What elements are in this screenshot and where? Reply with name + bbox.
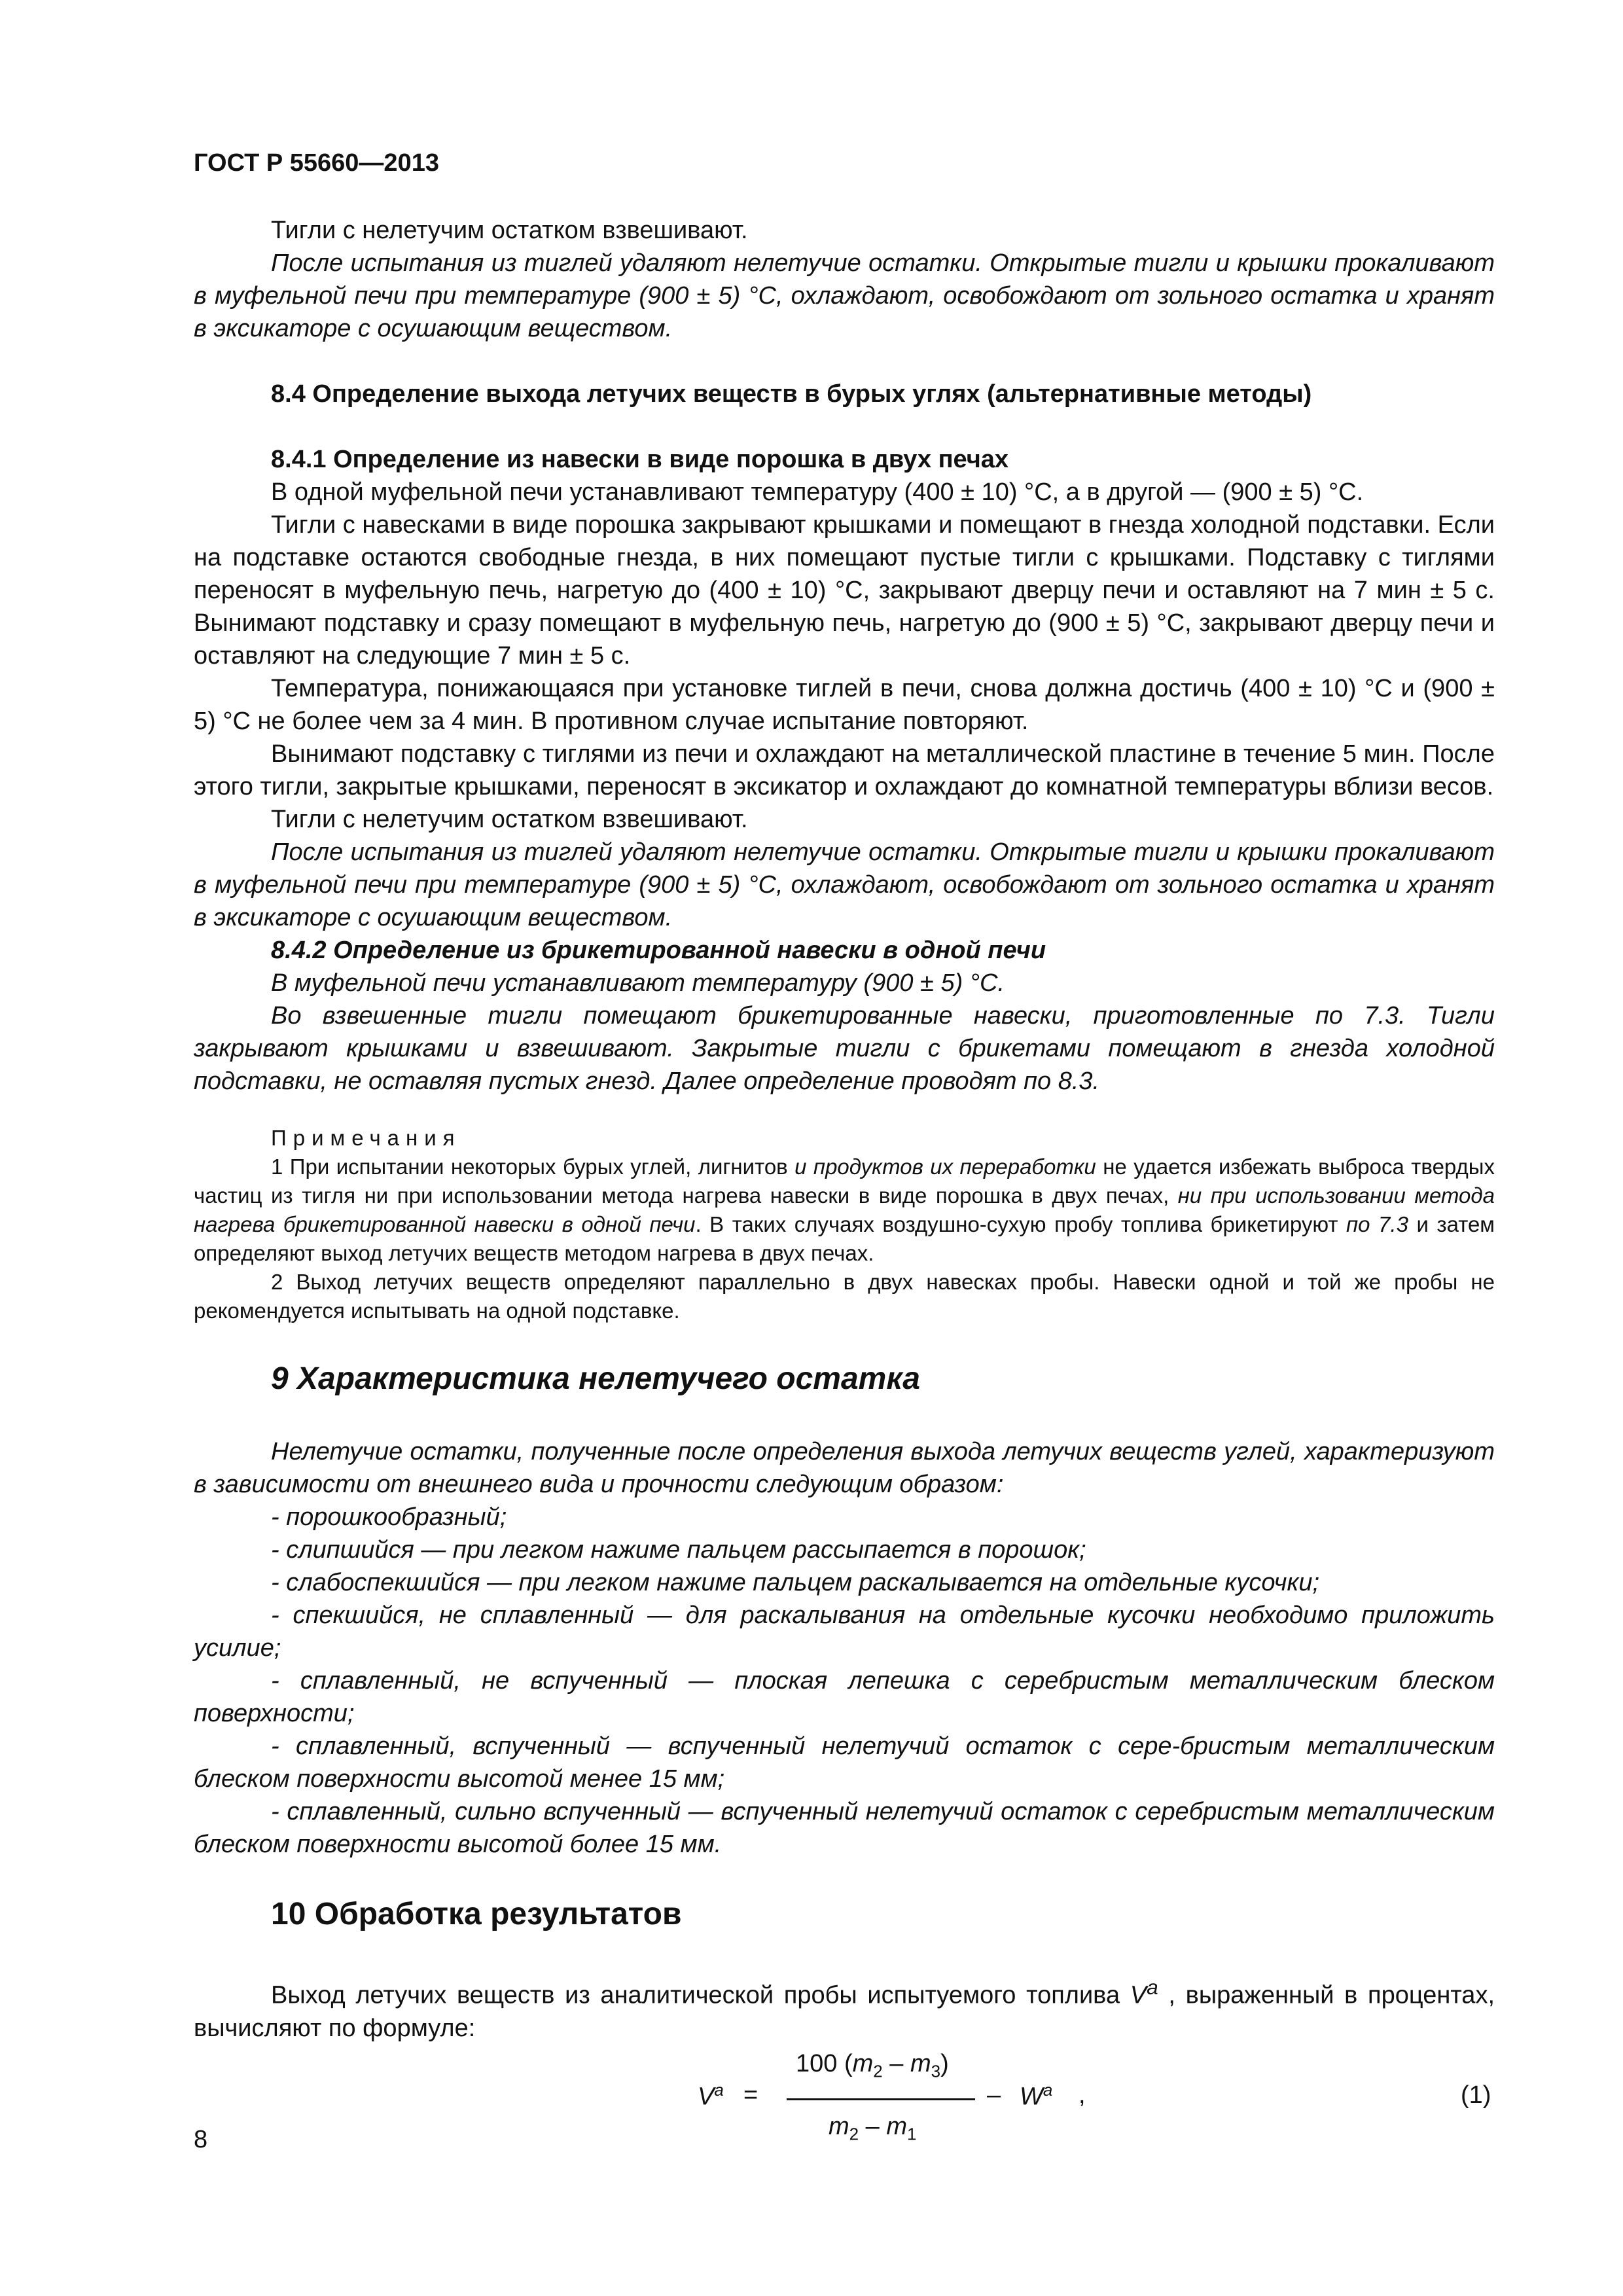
paragraph: Тигли с нелетучим остатком взвешивают. xyxy=(271,217,748,244)
formula-denominator: $m_2 - m_1$ xyxy=(829,2112,917,2144)
paragraph: Во взвешенные тигли помещают брикетированные навески, приготовленные по 7.3. Тигли закрывают крышками и взвешивают. Закрытые тигли с брикетами помещают в гнезда холодной подставки, не оставляя пустых гнезд. Далее определение проводят по 8.3. xyxy=(194,1002,1495,1095)
list-item: - слабоспекшийся — при легком нажиме пальцем раскалывается на отдельные кусочки; xyxy=(271,1569,1320,1596)
paragraph: Выход летучих веществ из аналитической пробы испытуемого топлива $V^a$ , выраженный в процентах, вычисляют по формуле: xyxy=(194,1975,1495,2042)
document-header: ГОСТ Р 55660—2013 xyxy=(194,149,439,177)
list-item: - спекшийся, не сплавленный — для раскалывания на отдельные кусочки необходимо приложить усилие; xyxy=(194,1602,1495,1662)
paragraph: Вынимают подставку с тиглями из печи и охлаждают на металлической пластине в течение 5 мин. После этого тигли, закрытые крышками, переносят в эксикатор и охлаждают до комнатной температуры вблизи весов. xyxy=(194,740,1495,800)
section-heading: 8.4 Определение выхода летучих веществ в бурых углях (альтернативные методы) xyxy=(271,380,1312,408)
paragraph: После испытания из тиглей удаляют нелетучие остатки. Открытые тигли и крышки прокаливают в муфельной печи при температуре (900 ± 5) °С, охлаждают, освобождают от зольного остатка и хранят в эксикаторе с осушающим веществом. xyxy=(194,249,1495,342)
formula-numerator: 100 $(m_2 - m_3)$ xyxy=(796,2049,949,2081)
document-page xyxy=(194,149,1495,2152)
formula-1 xyxy=(194,2049,1495,2152)
formula-minus: – xyxy=(987,2081,1001,2109)
paragraph: Тигли с навесками в виде порошка закрывают крышками и помещают в гнезда холодной подставки. Если на подставке остаются свободные гнезда, в них помещают пустые тигли с крышками. Подставку с тиглями переносят в муфельную печь, нагретую до (400 ± 10) °С, закрывают дверцу печи и оставляют на 7 мин ± 5 с. Вынимают подставку и сразу помещают в муфельную печь, нагретую до (900 ± 5) °С, закрывают дверцу печи и оставляют на следующие 7 мин ± 5 с. xyxy=(194,511,1495,670)
formula-lhs: $V^a$ xyxy=(698,2079,724,2111)
list-item: - порошкообразный; xyxy=(271,1503,507,1531)
paragraph: В одной муфельной печи устанавливают температуру (400 ± 10) °С, а в другой — (900 ± 5) °С. xyxy=(271,478,1364,506)
list-item: - сплавленный, сильно вспученный — вспученный нелетучий остаток с серебристым металлическим блеском поверхности высотой более 15 мм. xyxy=(194,1798,1495,1858)
notes-title: Примечания xyxy=(271,1126,461,1150)
formula-comma: , xyxy=(1079,2081,1086,2109)
section-heading: 9 Характеристика нелетучего остатка xyxy=(271,1361,920,1396)
paragraph: После испытания из тиглей удаляют нелетучие остатки. Открытые тигли и крышки прокаливают в муфельной печи при температуре (900 ± 5) °С, охлаждают, освобождают от зольного остатка и хранят в эксикаторе с осушающим веществом. xyxy=(194,838,1495,931)
subsection-heading: 8.4.1 Определение из навески в виде порошка в двух печах xyxy=(271,446,1009,473)
list-item: - сплавленный, вспученный — вспученный нелетучий остаток с сере-бристым металлическим блеском поверхности высотой менее 15 мм; xyxy=(194,1732,1495,1793)
paragraph: В муфельной печи устанавливают температуру (900 ± 5) °С. xyxy=(271,969,1005,997)
note-2: 2 Выход летучих веществ определяют параллельно в двух навесках пробы. Навески одной и той же пробы не рекомендуется испытывать на одной подставке. xyxy=(194,1270,1495,1323)
subsection-heading: 8.4.2 Определение из брикетированной навески в одной печи xyxy=(271,937,1046,964)
formula-w: $W^a$ xyxy=(1020,2079,1053,2111)
paragraph: Тигли с нелетучим остатком взвешивают. xyxy=(271,806,748,833)
section-heading: 10 Обработка результатов xyxy=(271,1897,682,1931)
note-1: 1 При испытании некоторых бурых углей, лигнитов и продуктов их переработки не удается избежать выброса твердых частиц из тигля ни при использовании метода нагрева навески в виде порошка в двух печах, ни при использовании метода нагрева брикетированной навески в одной печи. В таких случаях воздушно-сухую пробу топлива брикетируют по 7.3 и затем определяют выход летучих веществ методом нагрева в двух печах. xyxy=(194,1155,1495,1265)
list-item: - сплавленный, не вспученный — плоская лепешка с серебристым металлическим блеском поверхности; xyxy=(194,1667,1495,1727)
page-number: 8 xyxy=(194,2126,208,2153)
fraction-bar xyxy=(787,2098,975,2100)
formula-number: (1) xyxy=(1461,2081,1491,2109)
list-item: - слипшийся — при легком нажиме пальцем рассыпается в порошок; xyxy=(271,1536,1086,1564)
paragraph: Температура, понижающаяся при установке тиглей в печи, снова должна достичь (400 ± 10) °С и (900 ± 5) °С не более чем за 4 мин. В противном случае испытание повторяют. xyxy=(194,675,1495,735)
paragraph: Нелетучие остатки, полученные после определения выхода летучих веществ углей, характеризуют в зависимости от внешнего вида и прочности следующим образом: xyxy=(194,1438,1495,1498)
formula-equals: = xyxy=(743,2081,758,2109)
